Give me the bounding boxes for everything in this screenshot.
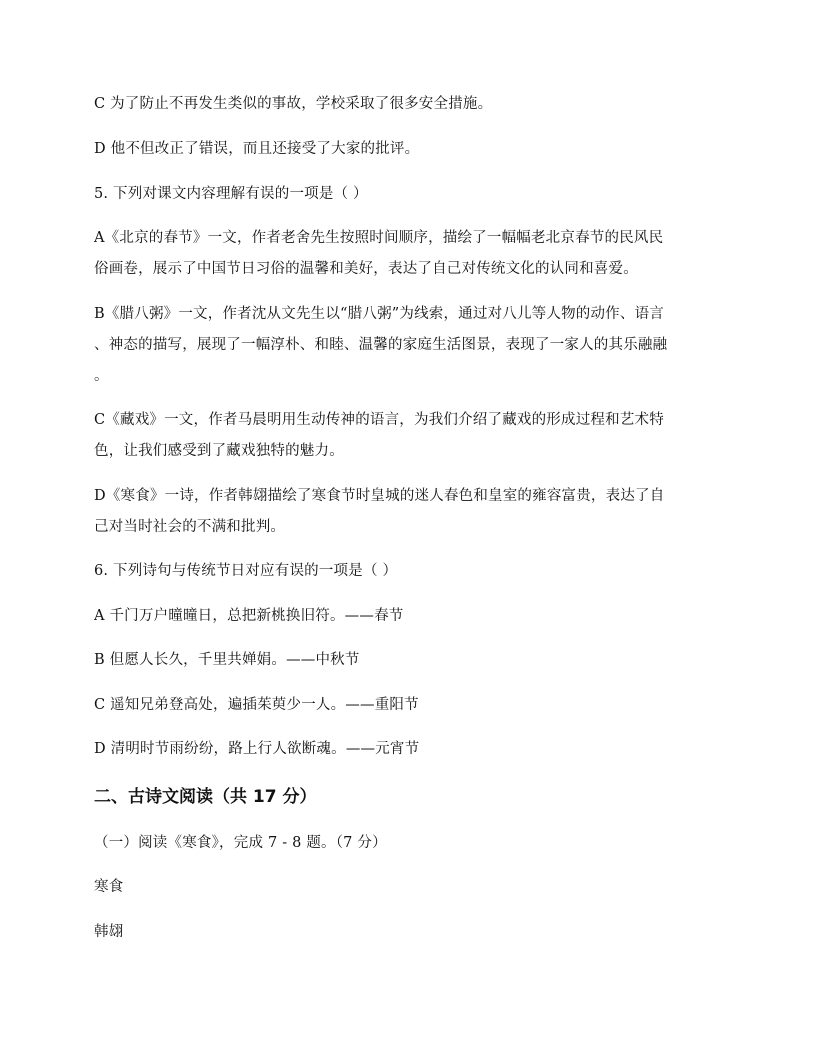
q5-option-d-line-1: D《寒食》一诗，作者韩翃描绘了寒食节时皇城的迷人春色和皇室的雍容富贵，表达了自 (94, 488, 665, 504)
q5-option-a-line-1: A《北京的春节》一文，作者老舍先生按照时间顺序，描绘了一幅幅老北京春节的民风民 (94, 230, 664, 246)
q5-option-c-line-1: C《藏戏》一文，作者马晨明用生动传神的语言，为我们介绍了藏戏的形成过程和艺术特 (94, 412, 664, 428)
q6-option-c: C 遥知兄弟登高处，遍插茱萸少一人。——重阳节 (94, 697, 419, 713)
q6-option-d: D 清明时节雨纷纷，路上行人欲断魂。——元宵节 (94, 741, 420, 757)
q5-option-b-line-3: 。 (94, 368, 109, 384)
poem-title: 寒食 (94, 879, 124, 895)
option-d-sentence: D 他不但改正了错误，而且还接受了大家的批评。 (94, 141, 420, 157)
option-c-sentence: C 为了防止不再发生类似的事故，学校采取了很多安全措施。 (94, 96, 493, 112)
poem-author: 韩翃 (94, 924, 124, 940)
q5-option-b-line-1: B《腊八粥》一文，作者沈从文先生以“腊八粥”为线索，通过对八儿等人物的动作、语言 (94, 306, 664, 322)
q6-option-b: B 但愿人长久，千里共婵娟。——中秋节 (94, 652, 360, 668)
question-6: 6. 下列诗句与传统节日对应有误的一项是（ ） (94, 563, 398, 579)
question-5: 5. 下列对课文内容理解有误的一项是（ ） (94, 186, 368, 202)
section-title: 二、古诗文阅读（共 17 分） (94, 787, 317, 807)
q5-option-b-line-2: 、神态的描写，展现了一幅淳朴、和睦、温馨的家庭生活图景，表现了一家人的其乐融融 (94, 337, 668, 353)
reading-instruction: （一）阅读《寒食》，完成 7 - 8 题。（7 分） (94, 835, 387, 851)
q5-option-c-line-2: 色，让我们感受到了藏戏独特的魅力。 (94, 443, 344, 459)
q6-option-a: A 千门万户曈曈日，总把新桃换旧符。——春节 (94, 608, 404, 624)
q5-option-d-line-2: 己对当时社会的不满和批判。 (94, 519, 286, 535)
q5-option-a-line-2: 俗画卷，展示了中国节日习俗的温馨和美好，表达了自己对传统文化的认同和喜爱。 (94, 261, 638, 277)
